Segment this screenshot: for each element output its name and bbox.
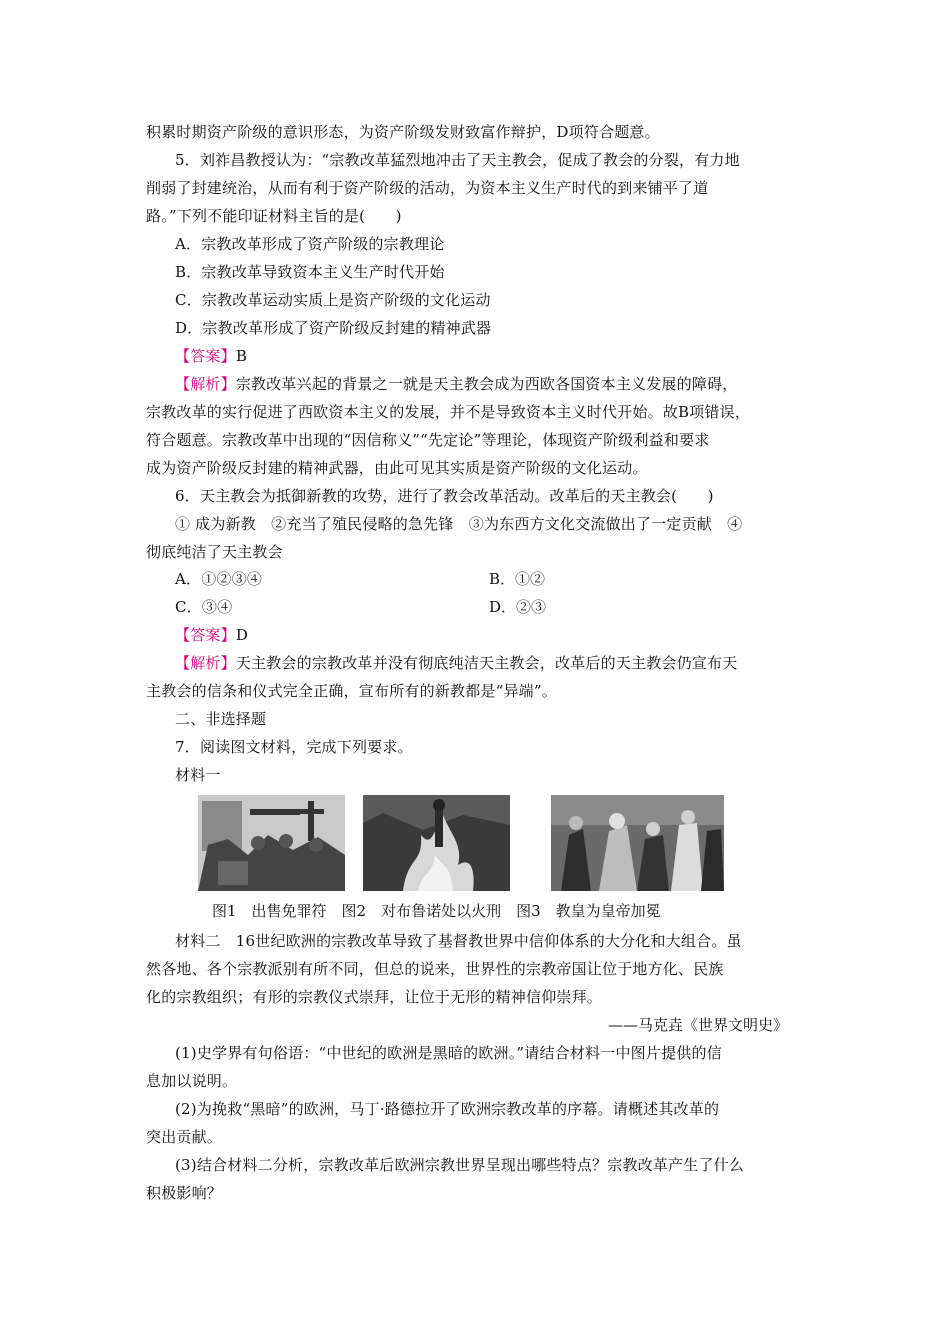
option-d: D．②③ (489, 598, 547, 616)
question-5-stem: 5．刘祚昌教授认为：“宗教改革猛烈地冲击了天主教会，促成了教会的分裂，有力地 (175, 151, 740, 169)
question-6-items: 彻底纯洁了天主教会 (146, 543, 283, 561)
answer-tag: 【答案】 (175, 347, 236, 365)
material-2-text: 材料二 16世纪欧洲的宗教改革导致了基督教世界中信仰体系的大分化和大组合。虽 (175, 932, 742, 950)
question-6-stem: 6．天主教会为抵御新教的攻势，进行了教会改革活动。改革后的天主教会( ) (175, 487, 714, 505)
material-1-label: 材料一 (175, 766, 221, 784)
analysis-text: 成为资产阶级反封建的精神武器，由此可见其实质是资产阶级的文化运动。 (146, 459, 648, 477)
figure-2-image (363, 795, 510, 891)
option-d: D．宗教改革形成了资产阶级反封建的精神武器 (175, 319, 492, 337)
analysis-text: 天主教会的宗教改革并没有彻底纯洁天主教会，改革后的天主教会仍宣布天 (235, 654, 738, 672)
answer-line (175, 345, 247, 367)
answer-line (175, 624, 248, 646)
analysis-text: 宗教改革的实行促进了西欧资本主义的发展，并不是导致资本主义时代开始。故B项错误， (146, 403, 751, 421)
question-5-stem: 路。”下列不能印证材料主旨的是( ) (146, 207, 402, 225)
option-b: B．宗教改革导致资本主义生产时代开始 (175, 263, 445, 281)
figure-3-image (551, 795, 724, 891)
section-heading: 二、非选择题 (175, 710, 267, 728)
sub-question-1: 息加以说明。 (146, 1072, 238, 1090)
analysis-text: 宗教改革兴起的背景之一就是天主教会成为西欧各国资本主义发展的障碍， (235, 375, 738, 393)
option-a: A．宗教改革形成了资产阶级的宗教理论 (175, 235, 445, 253)
figure-caption: 图1 出售免罪符 图2 对布鲁诺处以火刑 图3 教皇为皇帝加冕 (212, 902, 661, 920)
figure-1-image (198, 795, 345, 891)
option-b: B．①② (489, 570, 546, 588)
source-citation: ——马克垚《世界文明史》 (608, 1016, 789, 1034)
material-2-text: 化的宗教组织；有形的宗教仪式崇拜，让位于无形的精神信仰崇拜。 (146, 988, 603, 1006)
question-6-items: ① 成为新教 ②充当了殖民侵略的急先锋 ③为东西方文化交流做出了一定贡献 ④ (175, 515, 743, 533)
option-c: C．宗教改革运动实质上是资产阶级的文化运动 (175, 291, 491, 309)
analysis-text: 符合题意。宗教改革中出现的“因信称义”“先定论”等理论，体现资产阶级利益和要求 (146, 431, 710, 449)
analysis-tag: 【解析】 (175, 654, 236, 672)
sub-question-2: 突出贡献。 (146, 1128, 223, 1146)
analysis-line (175, 652, 737, 674)
answer-tag: 【答案】 (175, 626, 236, 644)
answer-value: B (235, 347, 248, 365)
text-line: 积累时期资产阶级的意识形态，为资产阶级发财致富作辩护，D项符合题意。 (146, 123, 660, 141)
option-c: C．③④ (175, 598, 233, 616)
analysis-line (175, 373, 737, 395)
analysis-text: 主教会的信条和仪式完全正确，宣布所有的新教都是“异端”。 (146, 682, 557, 700)
sub-question-1: (1)史学界有句俗语：“中世纪的欧洲是黑暗的欧洲。”请结合材料一中图片提供的信 (175, 1044, 722, 1062)
question-7-stem: 7．阅读图文材料，完成下列要求。 (175, 738, 413, 756)
sub-question-3: (3)结合材料二分析，宗教改革后欧洲宗教世界呈现出哪些特点？宗教改革产生了什么 (175, 1156, 745, 1174)
analysis-tag: 【解析】 (175, 375, 236, 393)
answer-value: D (235, 626, 249, 644)
sub-question-2: (2)为挽救“黑暗”的欧洲，马丁·路德拉开了欧洲宗教改革的序幕。请概述其改革的 (175, 1100, 720, 1118)
question-5-stem: 削弱了封建统治，从而有利于资产阶级的活动，为资本主义生产时代的到来铺平了道 (146, 179, 709, 197)
material-2-text: 然各地、各个宗教派别有所不同，但总的说来，世界性的宗教帝国让位于地方化、民族 (146, 960, 724, 978)
sub-question-3: 积极影响？ (146, 1184, 223, 1202)
option-a: A．①②③④ (175, 570, 263, 588)
